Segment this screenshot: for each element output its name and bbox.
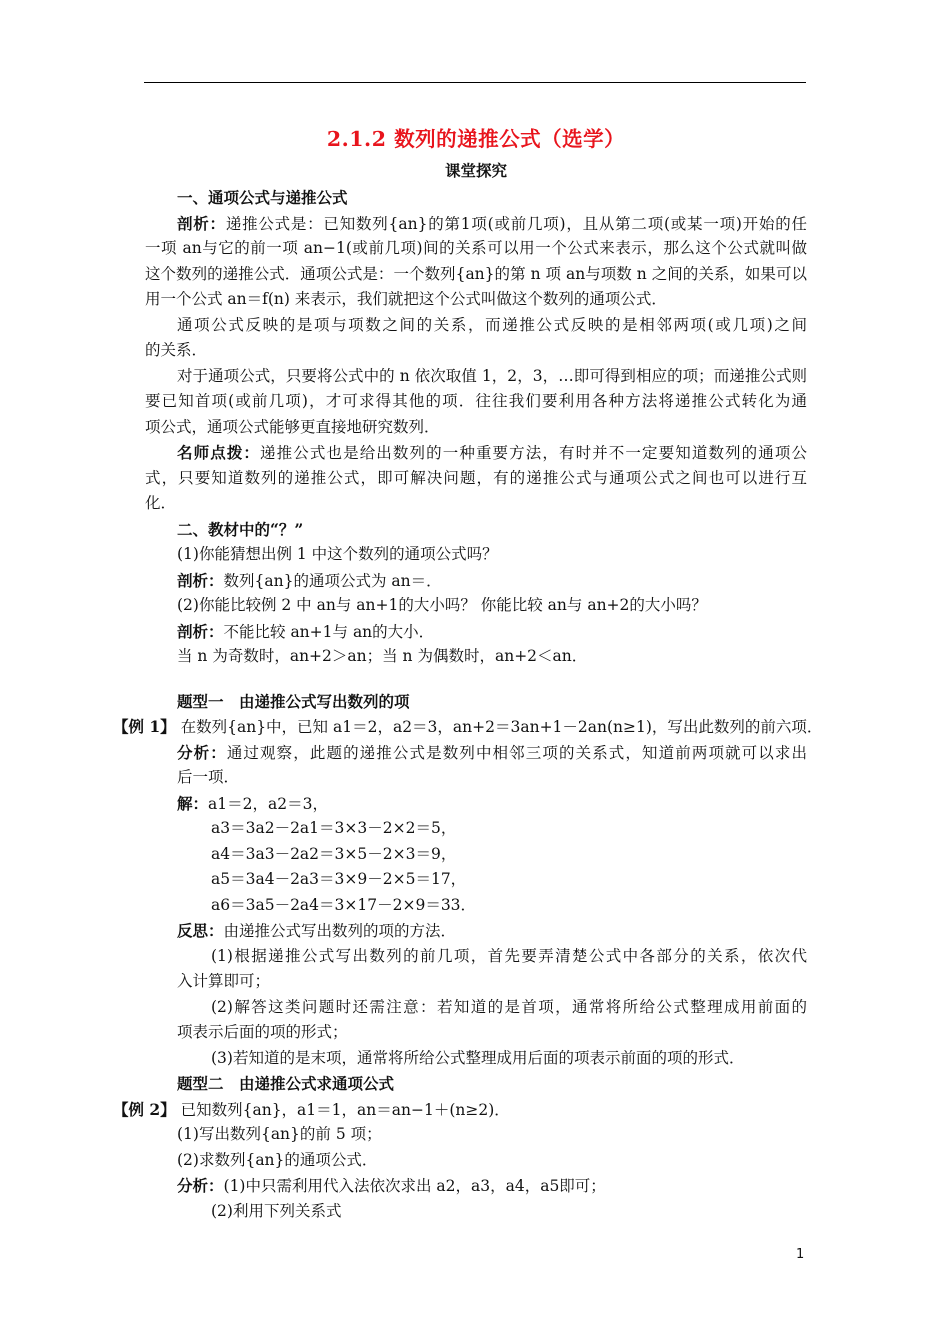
- line-text: 项表示后面的项的形式；: [177, 1023, 348, 1041]
- line-text: 不能比较 an+1与 an的大小．: [223, 622, 435, 641]
- text-line: [145, 867, 807, 893]
- text-line: [145, 765, 807, 791]
- line-text: 化．: [145, 494, 177, 512]
- line-text: (2)你能比较例 2 中 an与 an+1的大小吗？ 你能比较 an与 an+2的大小吗？: [177, 596, 707, 614]
- line-text: (1)你能猜想出例 1 中这个数列的通项公式吗？: [177, 545, 498, 563]
- page-number: 1: [796, 1247, 805, 1262]
- text-line: [145, 816, 807, 842]
- text-line: [145, 918, 807, 944]
- line-text: (1)中只需利用代入法依次求出 a2，a3，a4，a5即可；: [223, 1177, 606, 1195]
- text-line: [145, 287, 807, 313]
- line-label: 解：: [177, 793, 209, 813]
- text-line: [145, 1071, 807, 1097]
- line-text: (2)求数列{an}的通项公式．: [177, 1150, 378, 1169]
- line-text: 用一个公式 an＝f(n) 来表示，我们就把这个公式叫做这个数列的通项公式．: [145, 290, 667, 308]
- text-line: [145, 1020, 807, 1046]
- text-line: [145, 969, 807, 995]
- text-line: [145, 389, 807, 415]
- text-line: [145, 491, 807, 517]
- text-line: [145, 211, 807, 237]
- line-text: 后一项．: [177, 768, 240, 786]
- line-text: 二、教材中的“？”: [177, 519, 304, 539]
- text-line: [145, 1122, 807, 1148]
- text-line: [113, 714, 823, 740]
- line-text: (2)解答这类问题时还需注意：若知道的是首项，通常将所给公式整理成用前面的: [211, 997, 807, 1016]
- line-label: 【例 2】: [113, 1099, 176, 1119]
- text-line: [145, 944, 807, 970]
- text-line: [145, 593, 807, 619]
- spacer: [145, 670, 807, 689]
- line-text: 当 n 为奇数时，an+2＞an；当 n 为偶数时，an+2＜an．: [177, 647, 588, 665]
- line-text: 递推公式是：已知数列{an}的第1项(或前几项)，且从第二项(或某一项)开始的任: [225, 214, 807, 233]
- line-text: 递推公式也是给出数列的一种重要方法，有时并不一定要知道数列的通项公: [260, 444, 807, 462]
- text-line: [145, 1199, 807, 1225]
- line-text: 这个数列的递推公式．通项公式是：一个数列{an}的第 n 项 an与项数 n 之间的关系，如果可以: [145, 264, 807, 283]
- text-lines: [113, 185, 823, 1224]
- text-line: [145, 995, 807, 1021]
- line-text: 通项公式反映的是项与项数之间的关系，而递推公式反映的是相邻两项(或几项)之间: [177, 315, 807, 334]
- line-text: 式，只要知道数列的递推公式，即可解决问题，有的递推公式与通项公式之间也可以进行互: [145, 468, 807, 487]
- line-text: a1＝2，a2＝3，: [208, 794, 328, 813]
- text-line: [145, 1046, 807, 1072]
- line-label: 剖析：: [177, 621, 224, 641]
- line-text: 一、通项公式与递推公式: [177, 188, 348, 207]
- line-label: 【例 1】: [113, 717, 176, 736]
- line-text: 由递推公式写出数列的项的方法．: [223, 922, 457, 940]
- line-label: 名师点拨：: [177, 443, 261, 462]
- text-line: [145, 893, 807, 919]
- text-line: [145, 466, 807, 492]
- text-line: [145, 740, 807, 766]
- line-label: 剖析：: [177, 570, 224, 590]
- text-line: [145, 568, 807, 594]
- line-text: 入计算即可；: [177, 972, 271, 990]
- line-text: a5＝3a4－2a3＝3×9－2×5＝17，: [211, 870, 467, 888]
- line-text: 项公式，通项公式能够更直接地研究数列．: [145, 417, 440, 436]
- text-line: [145, 262, 807, 288]
- line-text: 已知数列{an}，a1＝1，an＝an−1＋(n≥2)．: [175, 1100, 510, 1119]
- text-line: [145, 619, 807, 645]
- line-text: (3)若知道的是末项，通常将所给公式整理成用后面的项表示前面的项的形式．: [211, 1048, 745, 1067]
- line-text: (1)写出数列{an}的前 5 项；: [177, 1125, 382, 1143]
- section-subtitle: 课堂探究: [444, 161, 507, 180]
- line-text: 通过观察，此题的递推公式是数列中相邻三项的关系式，知道前两项就可以求出: [226, 743, 807, 762]
- line-text: 的关系．: [145, 341, 208, 359]
- text-line: [145, 517, 807, 543]
- text-line: [145, 689, 807, 715]
- line-text: 要已知首项(或前几项)，才可求得其他的项．往往我们要利用各种方法将递推公式转化为通: [145, 392, 807, 410]
- line-text: 对于通项公式，只要将公式中的 n 依次取值 1，2，3，…即可得到相应的项；而递推公式则: [177, 366, 807, 385]
- line-label: 剖析：: [177, 213, 226, 233]
- line-text: a4＝3a3－2a2＝3×5－2×3＝9，: [211, 844, 457, 863]
- line-text: 题型二 由递推公式求通项公式: [177, 1074, 395, 1093]
- line-text: (2)利用下列关系式: [211, 1201, 342, 1220]
- text-line: [145, 440, 807, 466]
- text-line: [145, 364, 807, 390]
- text-line: [145, 791, 807, 817]
- text-line: [145, 313, 807, 339]
- text-line: [145, 842, 807, 868]
- line-text: 题型一 由递推公式写出数列的项: [177, 691, 410, 711]
- line-label: 分析：: [177, 1176, 224, 1195]
- line-text: 在数列{an}中，已知 a1＝2，a2＝3，an+2＝3an+1－2an(n≥1)，写出此数列的前六项．: [175, 718, 823, 736]
- document-title: 2.1.2 数列的递推公式（选学）: [326, 127, 626, 151]
- text-line: [145, 236, 807, 262]
- text-line: [113, 1097, 807, 1123]
- line-label: 反思：: [177, 921, 224, 940]
- text-line: [145, 338, 807, 364]
- line-label: 分析：: [177, 742, 227, 762]
- line-text: 一项 an与它的前一项 an−1(或前几项)间的关系可以用一个公式来表示，那么这个公式就叫做: [145, 239, 807, 257]
- line-text: a3＝3a2－2a1＝3×3－2×2＝5，: [211, 819, 457, 837]
- text-line: [145, 1148, 807, 1174]
- text-line: [145, 1173, 807, 1199]
- document-body: [113, 124, 823, 1224]
- header-rule: [144, 82, 806, 83]
- text-line: [145, 415, 807, 441]
- line-text: (1)根据递推公式写出数列的前几项，首先要弄清楚公式中各部分的关系，依次代: [211, 946, 807, 965]
- text-line: [145, 185, 807, 211]
- line-text: a6＝3a5－2a4＝3×17－2×9＝33．: [211, 895, 477, 914]
- text-line: [145, 644, 807, 670]
- text-line: [145, 542, 807, 568]
- line-text: 数列{an}的通项公式为 an＝．: [223, 571, 442, 590]
